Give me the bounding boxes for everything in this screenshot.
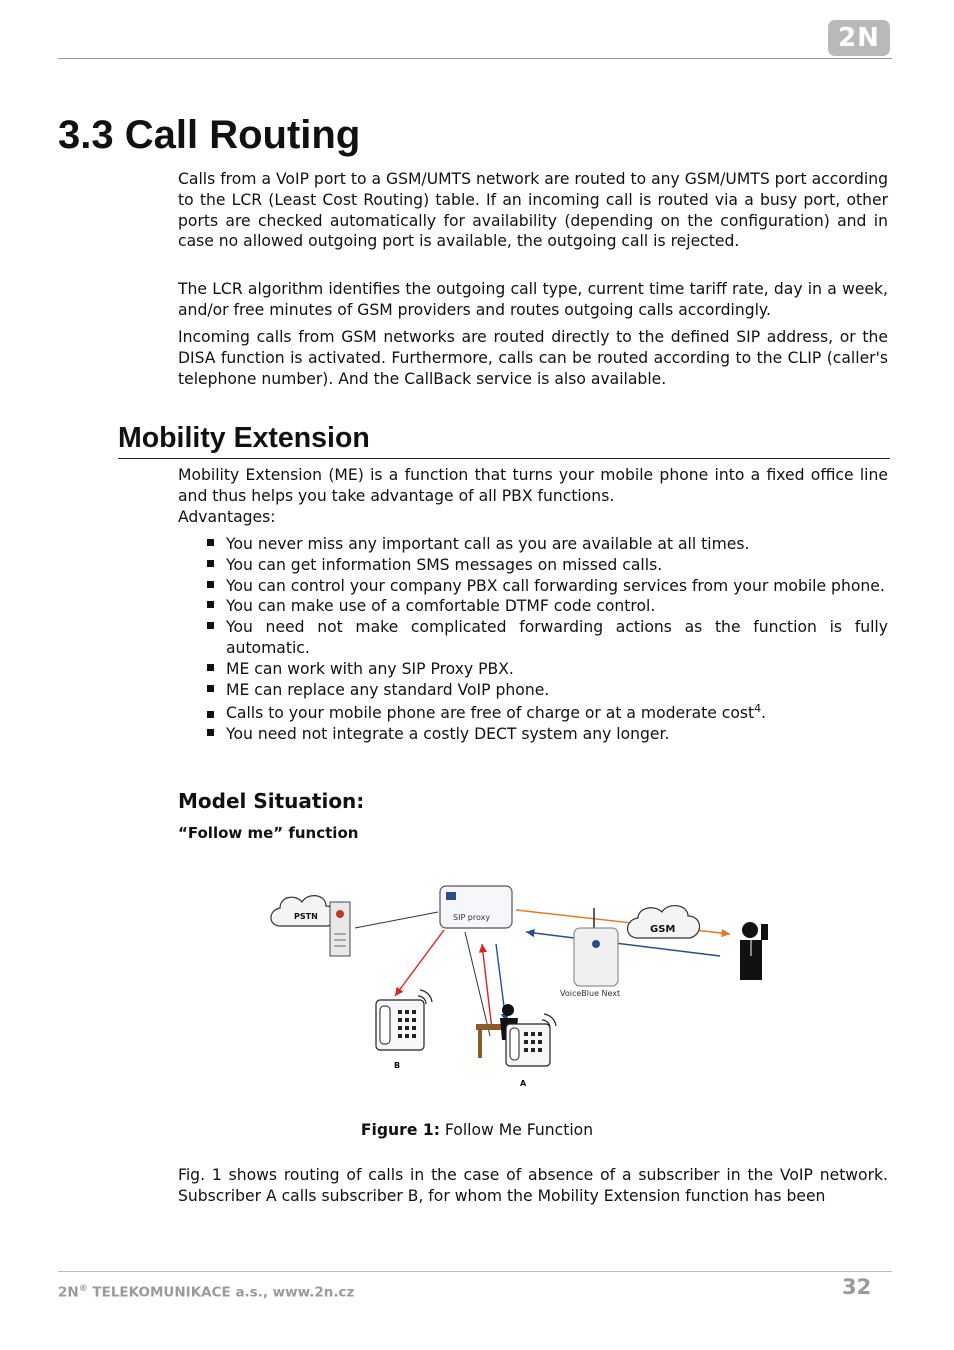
figure-caption-text: Follow Me Function <box>439 1121 594 1139</box>
intro-paragraph-3: Incoming calls from GSM networks are routed directly to the defined SIP address, or the DISA function is activated. Furthermore, calls can be routed according to the CLIP (caller's telephone number). And the CallBack service is also available. <box>178 328 888 388</box>
model-subheading: “Follow me” function <box>178 824 359 842</box>
model-situation-heading: Model Situation: <box>178 789 365 813</box>
list-item: You need not make complicated forwarding actions as the function is fully automatic. <box>178 617 888 659</box>
voiceblue-gateway-icon <box>560 908 620 998</box>
pstn-label: PSTN <box>294 912 318 921</box>
gateway-label: VoiceBlue Next <box>560 989 621 998</box>
page-title: 3.3 Call Routing <box>58 113 361 157</box>
follow-me-diagram <box>260 870 800 1100</box>
bullet-square-icon <box>207 622 214 629</box>
bullet-square-icon <box>207 539 214 546</box>
bullet-square-icon <box>207 729 214 736</box>
list-item: You can make use of a comfortable DTMF code control. <box>178 596 888 617</box>
sip-proxy-label: SIP proxy <box>453 913 491 922</box>
bullet-square-icon <box>207 664 214 671</box>
phone-a-icon <box>506 1014 556 1088</box>
section-heading: Mobility Extension <box>118 420 890 459</box>
phone-b-label: B <box>394 1061 401 1070</box>
footer-rule <box>58 1271 892 1272</box>
gsm-cloud-icon <box>628 906 700 938</box>
section-intro: Mobility Extension (ME) is a function that turns your mobile phone into a fixed office line and thus helps you take advantage of all PBX functions. <box>178 466 888 505</box>
page-number: 32 <box>842 1275 872 1299</box>
header-rule <box>58 58 892 59</box>
bullet-square-icon <box>207 581 214 588</box>
gsm-label: GSM <box>650 924 676 935</box>
pstn-link-line <box>355 912 438 928</box>
footnote-reference[interactable]: 4 <box>754 702 762 716</box>
pstn-cloud-icon <box>271 896 336 926</box>
closing-paragraph: Fig. 1 shows routing of calls in the case of absence of a subscriber in the VoIP network. Subscriber A calls subscriber B, for whom the Mobility Extension function has been <box>178 1166 888 1205</box>
bullet-square-icon <box>207 711 214 718</box>
red-arrow-from-a <box>482 944 492 1030</box>
footer-company: 2N® TELEKOMUNIKACE a.s., www.2n.cz <box>58 1284 355 1301</box>
list-item: You need not integrate a costly DECT system any longer. <box>178 724 888 745</box>
figure-caption-label: Figure 1: <box>360 1121 440 1139</box>
company-logo: 2N <box>828 20 890 56</box>
bullet-square-icon <box>207 560 214 567</box>
advantages-list <box>178 534 888 745</box>
bullet-square-icon <box>207 685 214 692</box>
red-arrow-to-b <box>395 930 444 996</box>
mobile-user-icon <box>740 922 768 980</box>
advantages-label: Advantages: <box>178 508 276 526</box>
list-item: You can get information SMS messages on missed calls. <box>178 555 888 576</box>
bullet-square-icon <box>207 601 214 608</box>
list-item: ME can replace any standard VoIP phone. <box>178 680 888 701</box>
pstn-exchange-icon <box>330 902 350 956</box>
sip-proxy-icon <box>440 886 512 928</box>
list-item: Calls to your mobile phone are free of charge or at a moderate cost$^4$. <box>178 703 888 724</box>
list-item: You can control your company PBX call forwarding services from your mobile phone. <box>178 576 888 597</box>
phone-a-label: A <box>520 1079 527 1088</box>
list-item: You never miss any important call as you are available at all times. <box>178 534 888 555</box>
intro-paragraph-2: The LCR algorithm identifies the outgoing call type, current time tariff rate, day in a week, and/or free minutes of GSM providers and routes outgoing calls accordingly. <box>178 280 888 319</box>
phone-b-icon <box>376 990 432 1070</box>
intro-paragraph-1: Calls from a VoIP port to a GSM/UMTS network are routed to any GSM/UMTS port according to the LCR (Least Cost Routing) table. If an incoming call is routed via a busy port, other ports are checked automatically for availability (depending on the configuration) and in case no allowed outgoing port is available, the outgoing call is rejected. <box>178 170 888 251</box>
figure-caption <box>0 1120 954 1140</box>
list-item: ME can work with any SIP Proxy PBX. <box>178 659 888 680</box>
